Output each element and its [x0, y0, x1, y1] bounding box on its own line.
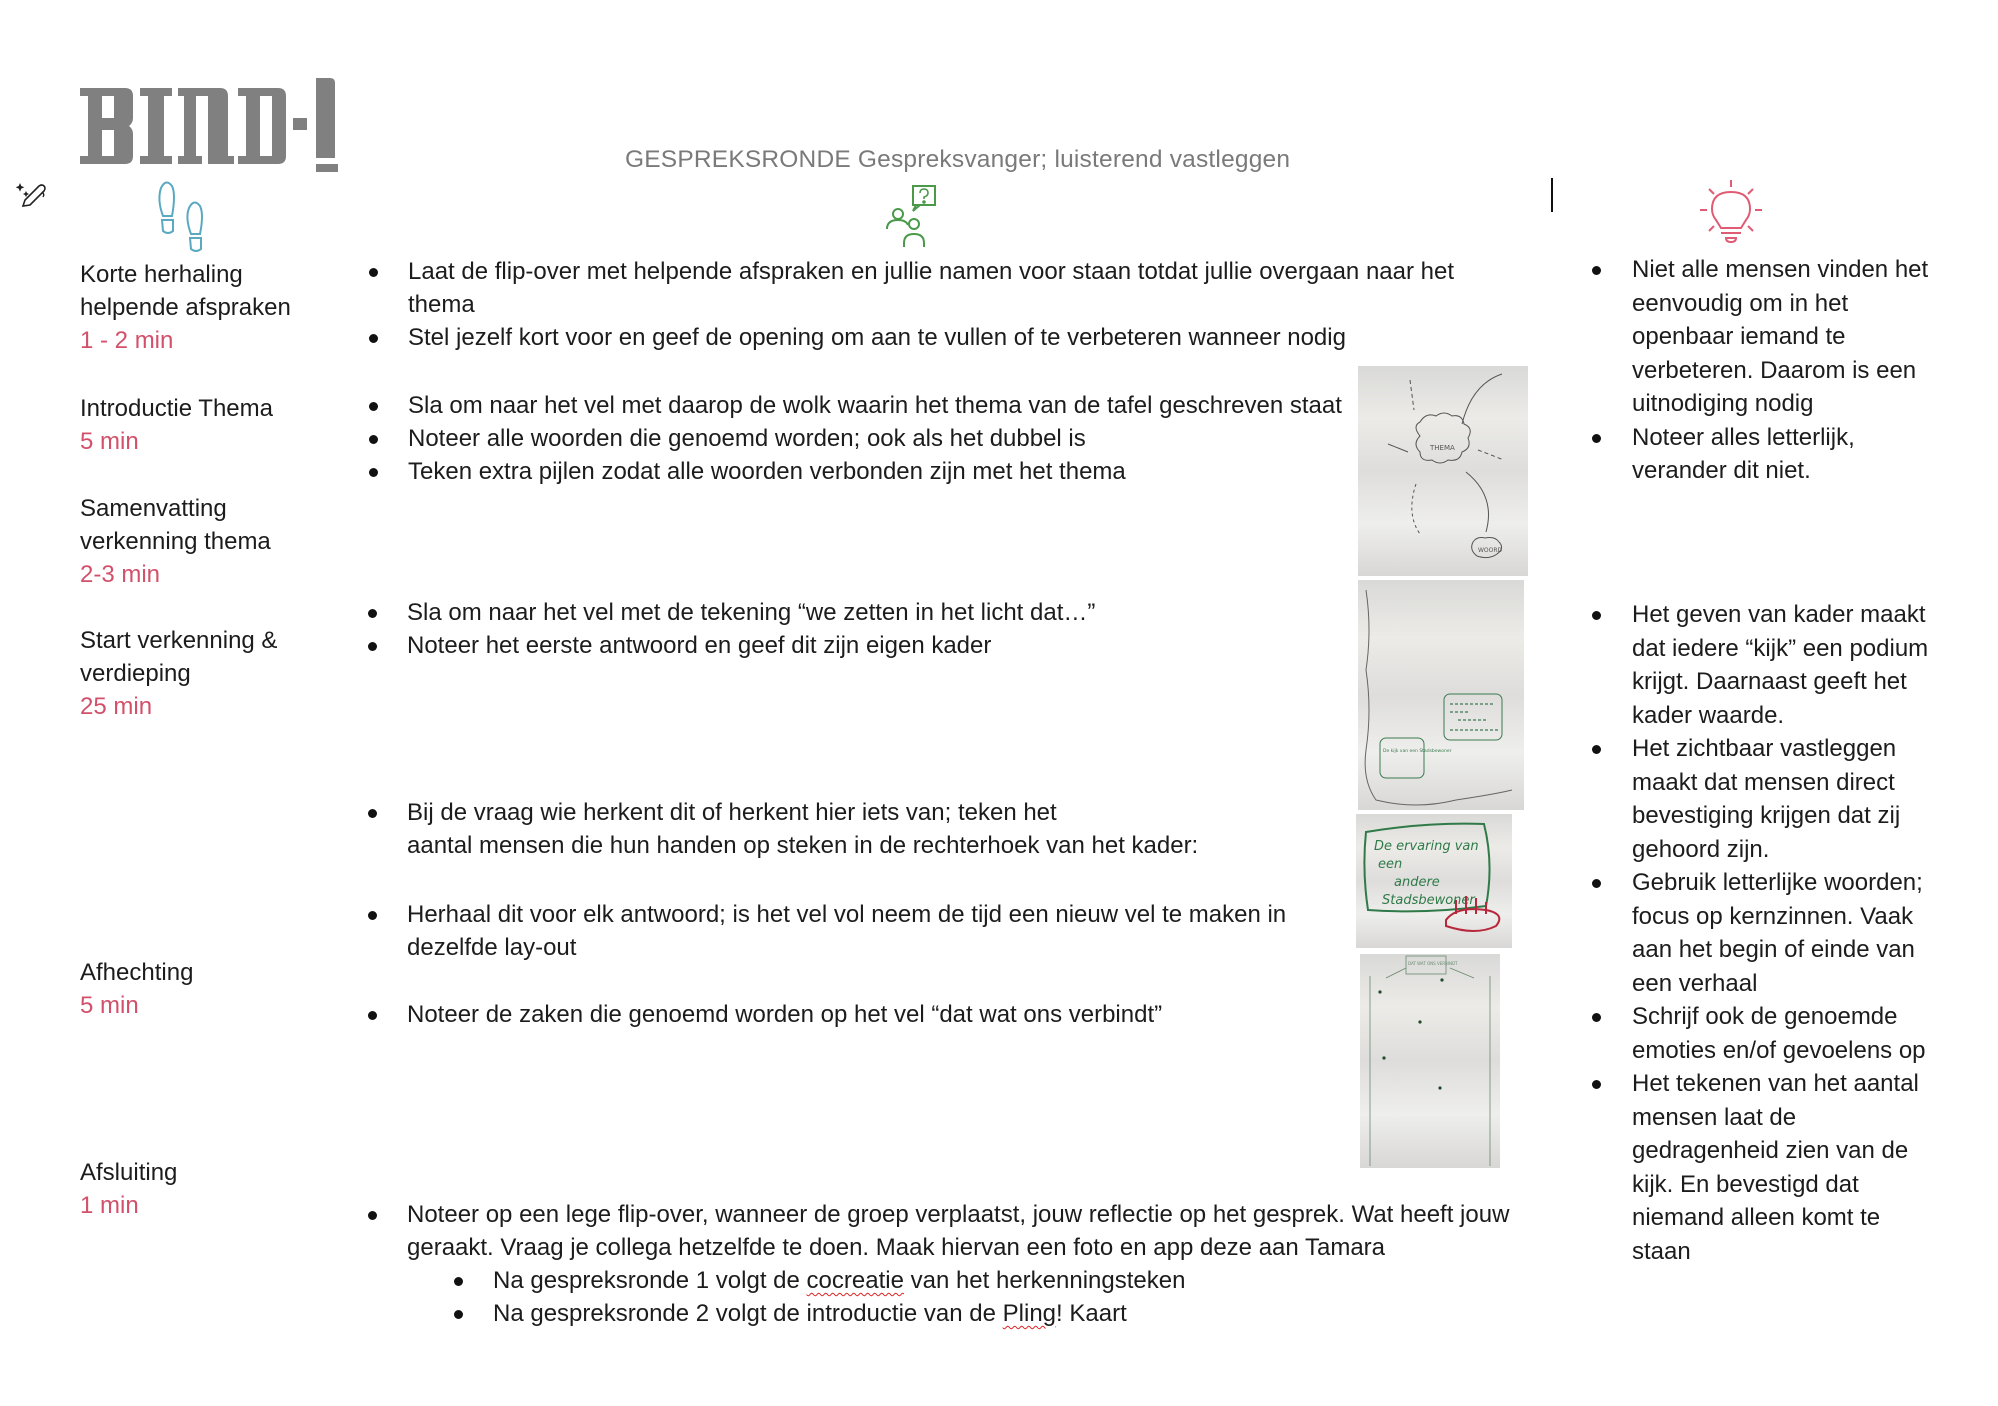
list-item [365, 321, 1525, 354]
instructions-group-5 [364, 898, 1344, 964]
step-duration: 5 min [80, 992, 139, 1019]
list-item: Sla om naar het vel met de tekening “we zetten in het licht dat…” [364, 596, 1344, 629]
step-duration: 25 min [80, 693, 153, 720]
step-label: helpende afspraken [80, 294, 291, 321]
footprints-icon [155, 180, 211, 256]
photo-handwriting: THEMA [1430, 444, 1455, 452]
list-item: Sla om naar het vel met daarop de wolk waarin het thema van de tafel geschreven staat [365, 389, 1345, 422]
list-item [364, 796, 1344, 862]
tip-item: Gebruik letterlijke woorden; focus op kernzinnen. Vaak aan het begin of einde van een verhaal [1592, 866, 1937, 1000]
text-cursor [1551, 178, 1553, 212]
text-segment: Na gespreksronde 1 volgt de [493, 1267, 807, 1294]
instructions-group-2 [365, 389, 1345, 488]
photo-handwriting: De ervaring van [1374, 839, 1479, 854]
photo-handwriting: een [1378, 857, 1403, 872]
sub-list-item [450, 1264, 1450, 1297]
photo-handwriting: De kijk van een Stadsbewoner [1383, 749, 1452, 754]
list-item-text: Noteer op een lege flip-over, wanneer de groep verplaatst, jouw reflectie op het gesprek. Wat heeft jouw [407, 1201, 1510, 1228]
list-item [364, 1198, 1524, 1264]
photo-kader-sheet [1358, 580, 1524, 810]
sparkle-pen-icon[interactable] [16, 178, 48, 210]
step-duration: 1 - 2 min [80, 327, 174, 354]
photo-scribble [1450, 704, 1498, 730]
step-label: Afsluiting [80, 1159, 178, 1186]
list-item: Teken extra pijlen zodat alle woorden verbonden zijn met het thema [365, 455, 1345, 488]
list-item [365, 255, 1525, 321]
tip-item: Schrijf ook de genoemde emoties en/of gevoelens op [1592, 1000, 1937, 1067]
step-introductie-thema [80, 392, 273, 458]
step-label: Introductie Thema [80, 395, 273, 422]
list-item: Noteer het eerste antwoord en geef dit zijn eigen kader [364, 629, 1344, 662]
step-label: verdieping [80, 660, 191, 687]
instructions-group-3 [364, 596, 1344, 662]
list-item-text: Bij de vraag wie herkent dit of herkent hier iets van; teken het [407, 799, 1057, 826]
instructions-group-7 [364, 1198, 1524, 1264]
instructions-sub-list [450, 1264, 1450, 1330]
lightbulb-icon [1700, 180, 1762, 246]
text-segment: ! Kaart [1056, 1300, 1127, 1327]
tip-item: Noteer alles letterlijk, verander dit niet. [1592, 421, 1937, 488]
list-item: Noteer alle woorden die genoemd worden; ook als het dubbel is [365, 422, 1345, 455]
step-samenvatting [80, 492, 271, 591]
photo-handwriting: Stadsbewoner [1382, 893, 1475, 908]
tip-item: Het zichtbaar vastleggen maakt dat mensen direct bevestiging krijgen dat zij gehoord zijn. [1592, 732, 1937, 866]
list-item-text: thema [408, 291, 475, 318]
step-label: Start verkenning & [80, 627, 278, 654]
photo-kader-closeup [1356, 814, 1512, 948]
tip-item: Het geven van kader maakt dat iedere “kijk” een podium krijgt. Daarnaast geeft het kader waarde. [1592, 598, 1937, 732]
instructions-group-4 [364, 796, 1344, 862]
logo-graphic [80, 78, 345, 173]
tip-item: Niet alle mensen vinden het eenvoudig om in het openbaar iemand te verbeteren. Daarom is een uitnodiging nodig [1592, 253, 1937, 421]
spellcheck-word[interactable]: cocreatie [806, 1267, 904, 1294]
step-duration: 1 min [80, 1192, 139, 1219]
spellcheck-word[interactable]: Pling [1002, 1300, 1057, 1327]
photo-handwriting: andere [1394, 875, 1440, 890]
photo-thema-cloud [1358, 366, 1528, 576]
sub-list-item [450, 1297, 1450, 1330]
text-segment: Na gespreksronde 2 volgt de introductie van de [493, 1300, 1003, 1327]
tip-item: Het tekenen van het aantal mensen laat de gedragenheid zien van de kijk. En bevestigd dat niemand alleen komt te staan [1592, 1067, 1937, 1268]
list-item-text: Stel jezelf kort voor en geef de opening om aan te vullen of te verbeteren wanneer nodig [408, 324, 1346, 351]
step-afsluiting [80, 1156, 177, 1222]
step-afhechting [80, 956, 193, 1022]
step-label: Afhechting [80, 959, 194, 986]
list-item-text: aantal mensen die hun handen op steken in de rechterhoek van het kader: [407, 832, 1199, 859]
tips-group-1 [1592, 253, 1937, 488]
page-title: GESPREKSRONDE Gespreksvanger; luisterend vastleggen [625, 146, 1291, 173]
instructions-group-6 [364, 998, 1344, 1031]
list-item-text: geraakt. Vraag je collega hetzelfde te doen. Maak hiervan een foto en app deze aan Tamara [407, 1234, 1385, 1261]
instructions-group-1 [365, 255, 1525, 354]
step-duration: 5 min [80, 428, 139, 455]
text-segment: van het herkenningsteken [903, 1267, 1186, 1294]
photo-handwriting: DAT WAT ONS VERBINDT [1408, 961, 1458, 966]
tips-group-2 [1592, 598, 1937, 1268]
step-label: verkenning thema [80, 528, 271, 555]
list-item: Noteer de zaken die genoemd worden op het vel “dat wat ons verbindt” [364, 998, 1344, 1031]
step-korte-herhaling [80, 258, 291, 357]
step-duration: 2-3 min [80, 561, 161, 588]
list-item [364, 898, 1344, 964]
photo-handwriting: WOORD [1478, 547, 1503, 554]
list-item-text: dezelfde lay-out [407, 934, 577, 961]
bind-t-logo [80, 78, 345, 173]
list-item-text: Laat de flip-over met helpende afspraken en jullie namen voor staan totdat jullie overgaan naar het [408, 258, 1455, 285]
step-label: Samenvatting [80, 495, 227, 522]
photo-verbindt-sheet [1360, 954, 1500, 1168]
people-question-icon [885, 184, 945, 248]
step-label: Korte herhaling [80, 261, 243, 288]
list-item-text: Herhaal dit voor elk antwoord; is het vel vol neem de tijd een nieuw vel te maken in [407, 901, 1287, 928]
step-start-verkenning [80, 624, 277, 723]
